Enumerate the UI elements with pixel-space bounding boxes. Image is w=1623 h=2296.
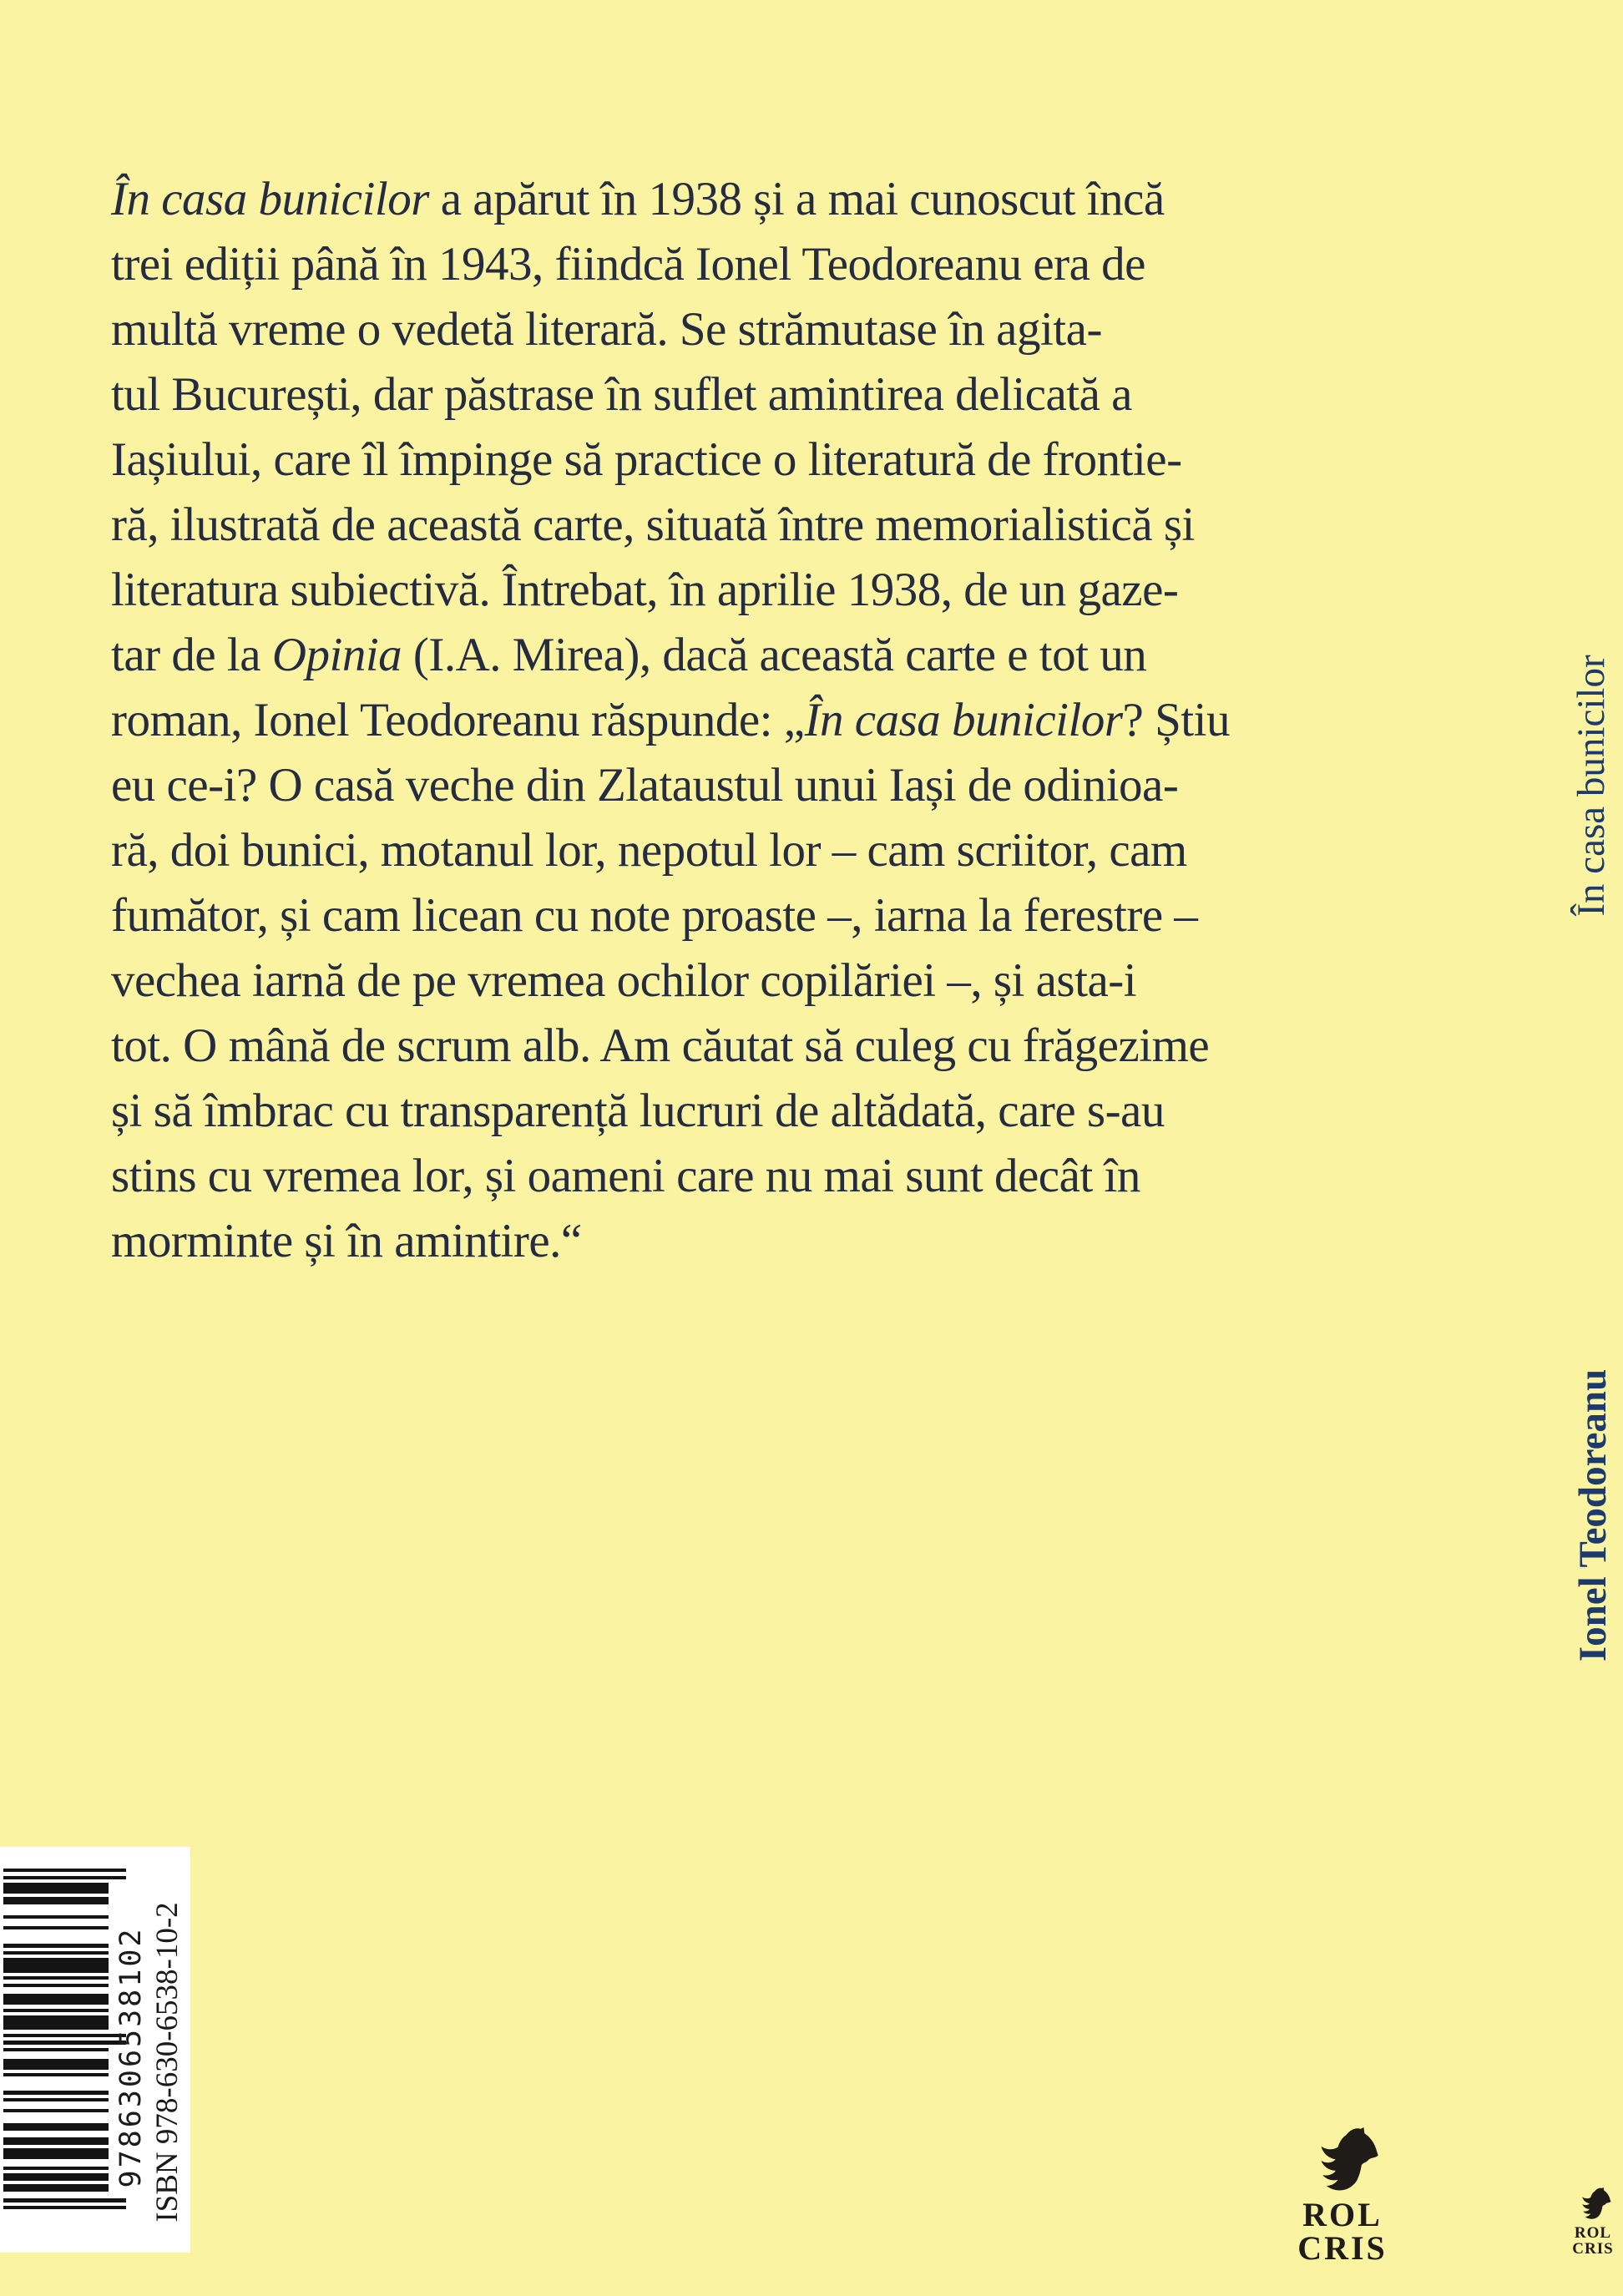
blurb-line: ră, doi bunici, motanul lor, nepotul lor – cam scriitor, cam: [111, 824, 1187, 877]
publisher-name-cris: CRIS: [1297, 2229, 1388, 2267]
barcode-bar: [3, 1994, 109, 2005]
blurb-line: eu ce-i? O casă veche din Zlataustul unui Iași de odinioa-: [111, 759, 1179, 812]
barcode-bar: [3, 2148, 109, 2159]
barcode-bar: [3, 1958, 109, 1972]
blurb-line: morminte și în amintire.“: [111, 1215, 582, 1267]
barcode-bar: [3, 2173, 109, 2181]
spine-publisher-logo: [1568, 2187, 1618, 2257]
blurb-line: Iașiului, care îl împinge să practice o literatură de frontie-: [111, 433, 1182, 486]
barcode-gap: [3, 1987, 109, 1995]
barcode-gap: [3, 2112, 109, 2123]
barcode-bar: [3, 1883, 109, 1894]
blurb-line: vechea iarnă de pe vremea ochilor copilăriei –, și asta-i: [111, 954, 1137, 1007]
blurb-line: tot. O mână de scrum alb. Am căutat să culeg cu frăgezime: [111, 1019, 1210, 1072]
blurb-line: multă vreme o vedetă literară. Se strămutase în agita-: [111, 303, 1102, 356]
barcode-gap: [3, 2159, 109, 2167]
pegasus-icon: [1304, 2127, 1381, 2198]
publisher-name-cris: CRIS: [1572, 2240, 1614, 2258]
blurb-line: stins cu vremea lor, și oameni care nu mai sunt decât în: [111, 1150, 1140, 1202]
barcode-gap: [3, 2076, 109, 2091]
spine-title: În casa bunicilor: [1570, 655, 1613, 917]
barcode-gap: [3, 2131, 109, 2138]
barcode-number: 9786306538102: [114, 1926, 148, 2188]
barcode-gap: [3, 2051, 109, 2059]
barcode-bar: [3, 2123, 109, 2131]
barcode-gap: [3, 2101, 109, 2109]
publisher-logo: [1296, 2127, 1389, 2265]
blurb-paragraph: [111, 167, 1230, 1274]
blurb-line: tul București, dar păstrase în suflet amintirea delicată a: [111, 368, 1132, 421]
pegasus-icon: [1574, 2187, 1612, 2225]
barcode-bar: [3, 2059, 109, 2070]
blurb-line: și să îmbrac cu transparență lucruri de altădată, care s-au: [111, 1085, 1165, 1137]
spine-author: Ionel Teodoreanu: [1571, 1368, 1615, 1662]
blurb-line: literatura subiectivă. Întrebat, în aprilie 1938, de un gaze-: [111, 564, 1179, 616]
barcode-bars: [3, 1869, 129, 2209]
barcode-gap: [3, 1904, 109, 1915]
barcode-bar: [3, 1897, 109, 1904]
blurb-line: ră, ilustrată de această carte, situată între memorialistică și: [111, 498, 1195, 551]
blurb-line: fumător, și cam licean cu note proaste –, iarna la ferestre –: [111, 889, 1198, 942]
blurb-line: tar de la Opinia (I.A. Mirea), dacă această carte e tot un: [111, 629, 1147, 681]
barcode-bar: [3, 2184, 109, 2192]
barcode-gap: [3, 1929, 109, 1944]
barcode-bar: [3, 2137, 109, 2145]
barcode-gap: [3, 2192, 109, 2199]
publisher-name-rol: ROL: [1302, 2196, 1383, 2233]
barcode-bar: [3, 2206, 126, 2209]
blurb-line: roman, Ionel Teodoreanu răspunde: „În casa bunicilor? Știu: [111, 694, 1230, 746]
barcode-bar: [3, 2015, 109, 2030]
barcode-gap: [3, 1919, 109, 1926]
isbn-label: ISBN 978-630-6538-10-2: [150, 1902, 185, 2223]
publisher-name-rol: ROL: [1574, 2224, 1612, 2242]
blurb-line: În casa bunicilor a apărut în 1938 și a mai cunoscut încă: [111, 173, 1165, 225]
blurb-line: trei ediții până în 1943, fiindcă Ionel Teodoreanu era de: [111, 238, 1145, 291]
